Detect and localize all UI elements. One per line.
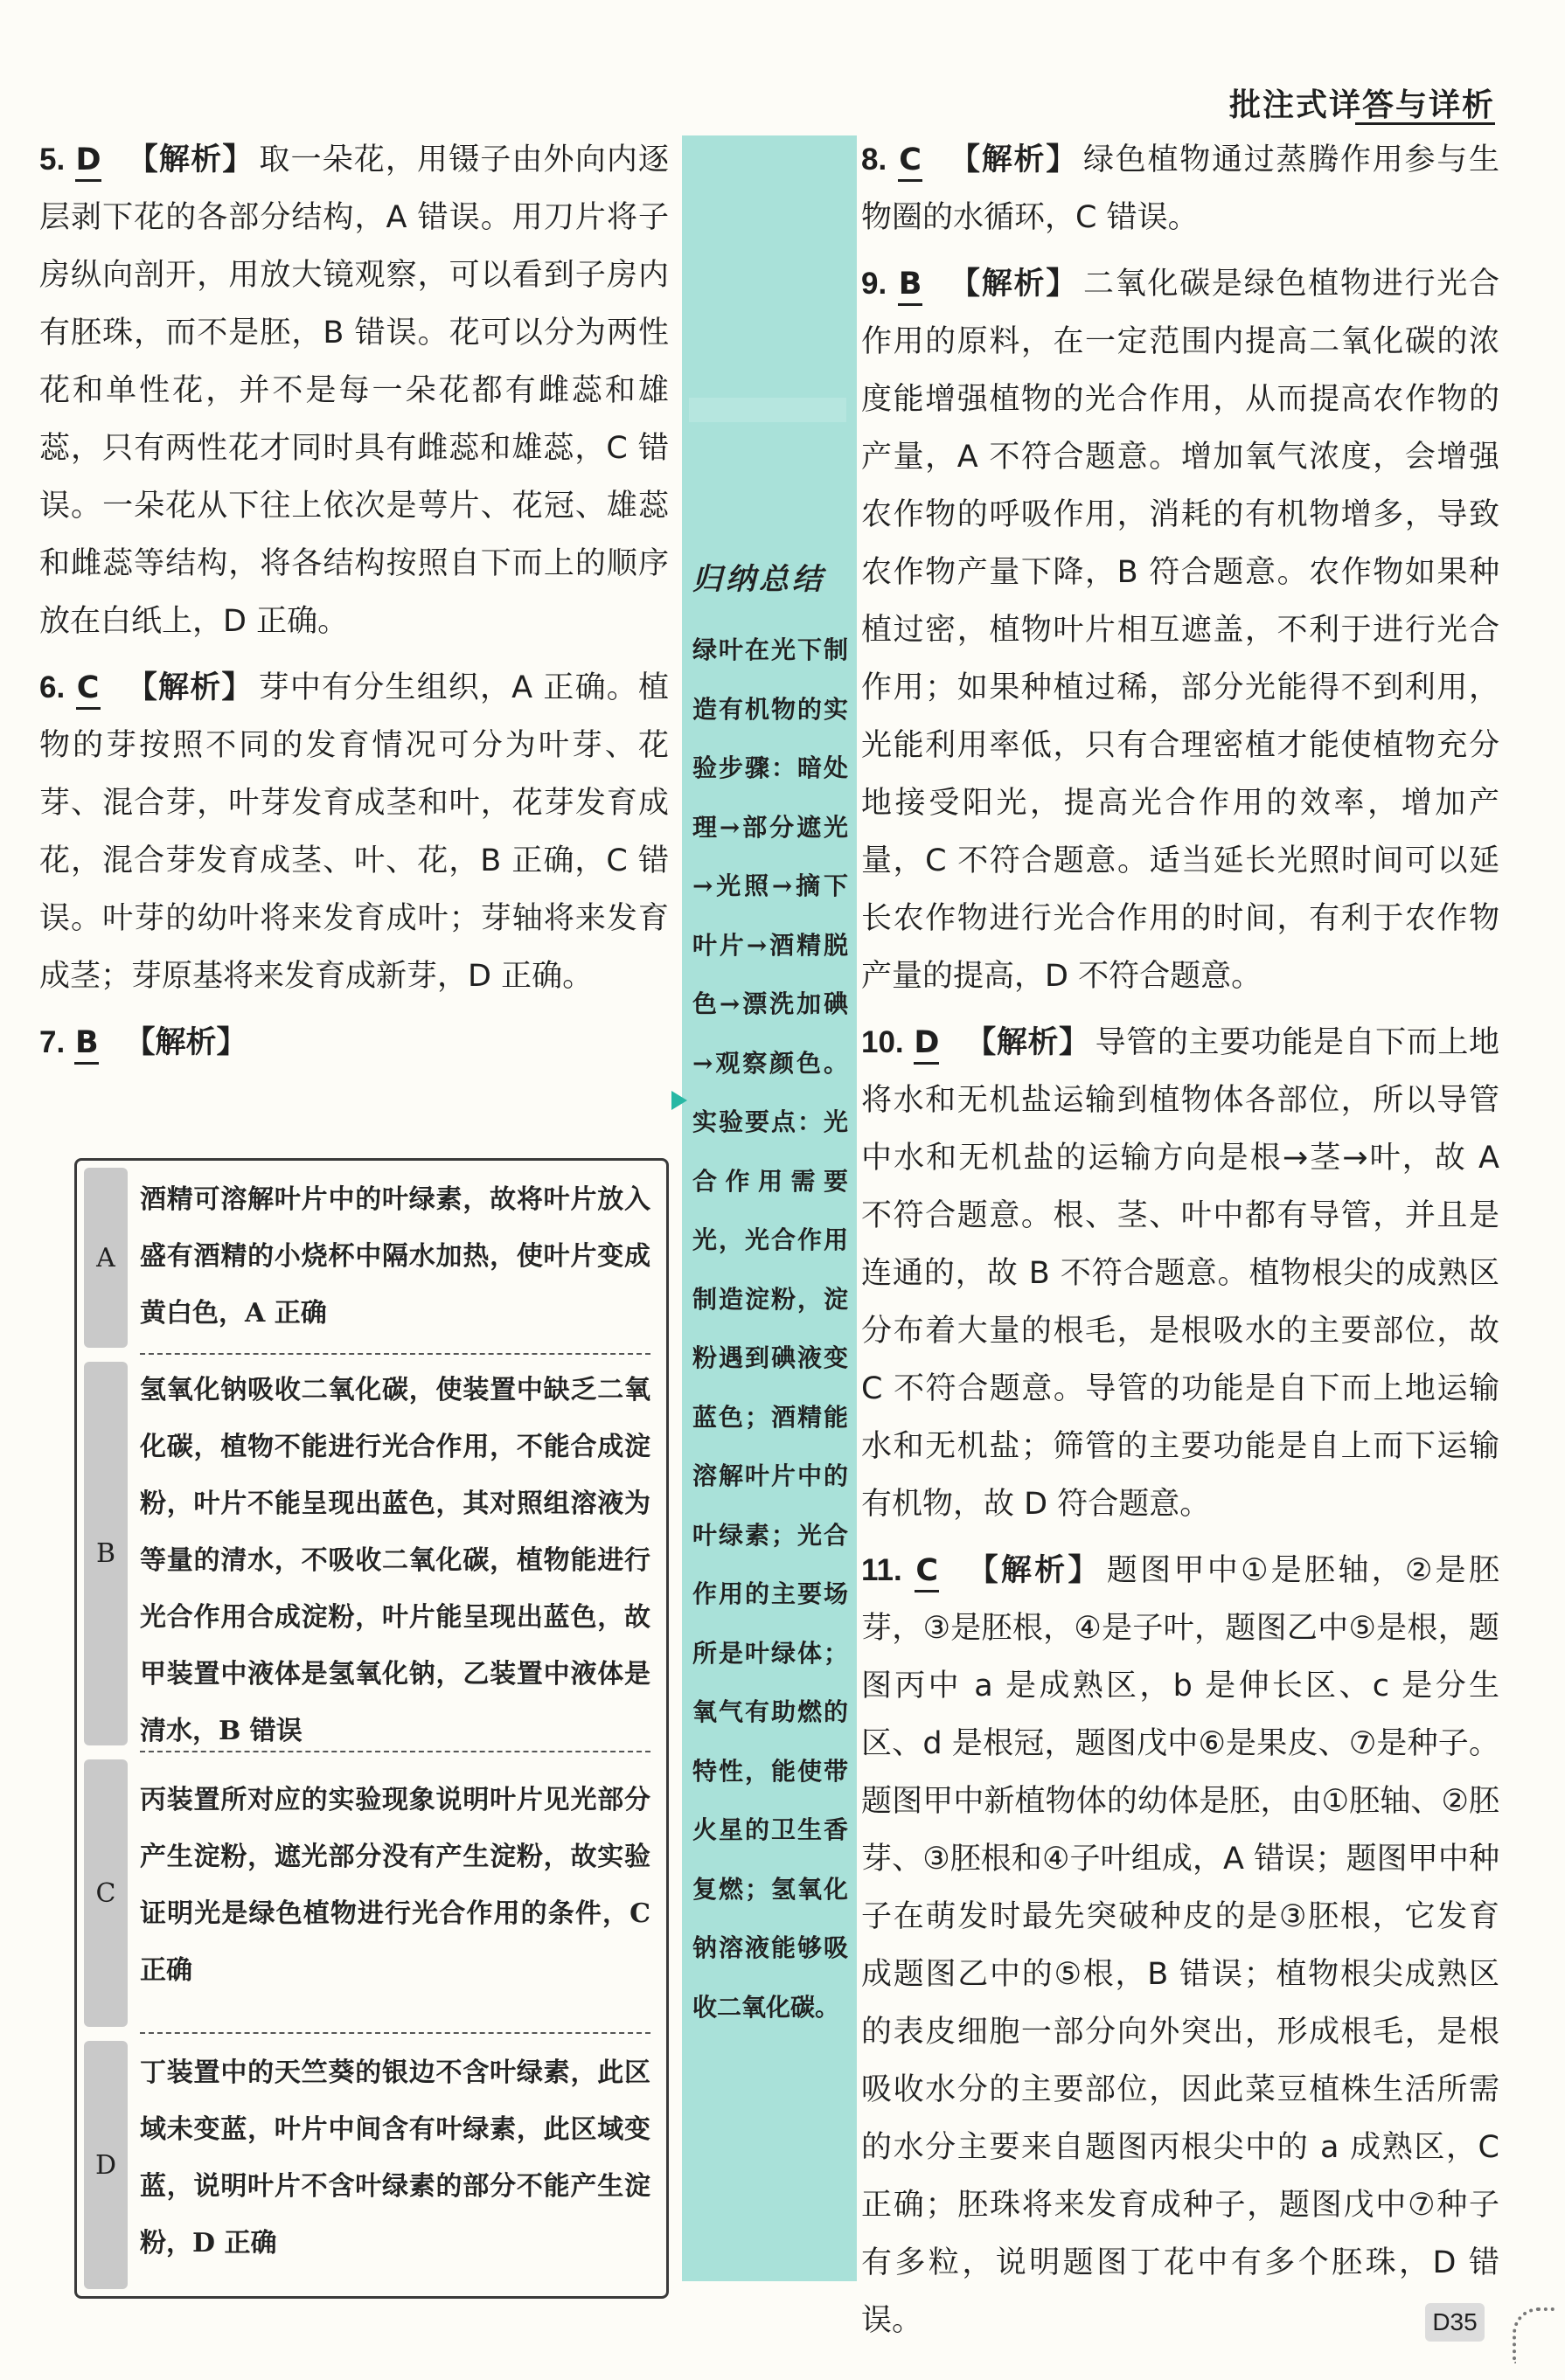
- answer-letter: B: [74, 1023, 99, 1065]
- q7-row-a: [77, 1161, 666, 1355]
- answer-letter: C: [915, 1551, 939, 1592]
- answer-6: [39, 659, 669, 1005]
- answer-8: [861, 131, 1499, 246]
- q7-row-d: [77, 2034, 666, 2296]
- analysis-text: 题图甲中①是胚轴，②是胚芽，③是胚根，④是子叶，题图乙中⑤是根，题图丙中 a 是成熟区，b 是伸长区、c 是分生区、d 是根冠，题图戊中⑥是果皮、⑦是种子。题图甲中新植物体的幼体是胚，由①胚轴、②胚芽、③胚根和④子叶组成，A 错误；题图甲中种子在萌发时最先突破种皮的是③胚根，它发育成题图乙中的⑤根，B 错误；植物根尖成熟区的表皮细胞一部分向外突出，形成根毛，是根吸收水分的主要部位，因此菜豆植株生活所需的水分主要来自题图丙根尖中的 a 成熟区，C 正确；胚珠将来发育成种子，题图戊中⑦种子有多粒，说明题图丁花中有多个胚珠，D 错误。: [861, 1553, 1499, 2338]
- page-header-title: 批注式详答与详析: [1228, 87, 1495, 123]
- option-text: 氢氧化钠吸收二氧化碳，使装置中缺乏二氧化碳，植物不能进行光合作用，不能合成淀粉，叶片不能呈现出蓝色，其对照组溶液为等量的清水，不吸收二氧化碳，植物能进行光合作用合成淀粉，叶片能呈现出蓝色，故甲装置中液体是氢氧化钠，乙装置中液体是清水，B 错误: [140, 1375, 650, 1746]
- option-label: C: [84, 1759, 128, 2027]
- answer-7: [39, 1014, 669, 1072]
- page-corner-decoration: [1513, 2307, 1555, 2363]
- faint-band: [689, 398, 846, 422]
- answer-number: 11.: [861, 1553, 902, 1587]
- analysis-text: 导管的主要功能是自下而上地将水和无机盐运输到植物体各部位，所以导管中水和无机盐的运输方向是根→茎→叶，故 A 不符合题意。根、茎、叶中都有导管，并且是连通的，故 B 不符合题意。植物根尖的成熟区分布着大量的根毛，是根吸水的主要部位，故 C 不符合题意。导管的功能是自下而上地运输水和无机盐；筛管的主要功能是自上而下运输有机物，故 D 符合题意。: [861, 1025, 1499, 1522]
- option-text: 酒精可溶解叶片中的叶绿素，故将叶片放入盛有酒精的小烧杯中隔水加热，使叶片变成黄白色，A 正确: [140, 1184, 650, 1329]
- analysis-tag: 【解析】: [949, 267, 1078, 302]
- answer-number: 6.: [39, 670, 66, 704]
- analysis-tag: 【解析】: [127, 142, 254, 177]
- q7-option-table: [74, 1158, 669, 2299]
- answer-letter: B: [898, 265, 922, 306]
- analysis-text: 取一朵花，用镊子由外向内逐层剥下花的各部分结构，A 错误。用刀片将子房纵向剖开，用放大镜观察，可以看到子房内有胚珠，而不是胚，B 错误。花可以分为两性花和单性花，并不是每一朵花都有雌蕊和雄蕊，只有两性花才同时具有雌蕊和雄蕊，C 错误。一朵花从下往上依次是萼片、花冠、雄蕊和雌蕊等结构，将各结构按照自下而上的顺序放在白纸上，D 正确。: [39, 142, 669, 639]
- answer-letter: D: [75, 141, 101, 182]
- answer-9: [861, 255, 1499, 1005]
- option-label: B: [84, 1362, 128, 1745]
- summary-title: 归纳总结: [692, 562, 825, 597]
- answer-number: 9.: [861, 267, 887, 301]
- header-rule: [1355, 122, 1495, 125]
- summary-sidebar: [682, 135, 857, 2281]
- answer-number: 5.: [39, 142, 66, 177]
- option-text: 丁装置中的天竺葵的银边不含叶绿素，此区域未变蓝，叶片中间含有叶绿素，此区域变蓝，说明叶片不含叶绿素的部分不能产生淀粉，D 正确: [140, 2057, 650, 2259]
- analysis-tag: 【解析】: [949, 142, 1078, 177]
- analysis-text: 芽中有分生组织，A 正确。植物的芽按照不同的发育情况可分为叶芽、花芽、混合芽，叶芽发育成茎和叶，花芽发育成花，混合芽发育成茎、叶、花，B 正确，C 错误。叶芽的幼叶将来发育成叶；芽轴将来发育成茎；芽原基将来发育成新芽，D 正确。: [39, 670, 669, 994]
- pointer-arrow-icon: [671, 1091, 687, 1110]
- answer-letter: D: [914, 1023, 939, 1065]
- summary-text: 绿叶在光下制造有机物的实验步骤：暗处理→部分遮光→光照→摘下叶片→酒精脱色→漂洗加碘→观察颜色。实验要点：光合作用需要光，光合作用制造淀粉，淀粉遇到碘液变蓝色；酒精能溶解叶片中的叶绿素；光合作用的主要场所是叶绿体；氧气有助燃的特性，能使带火星的卫生香复燃；氢氧化钠溶液能够吸收二氧化碳。: [692, 635, 848, 2022]
- answer-5: [39, 131, 669, 650]
- right-column: [861, 131, 1499, 2358]
- answer-number: 8.: [861, 142, 887, 177]
- analysis-text: 绿色植物通过蒸腾作用参与生物圈的水循环，C 错误。: [861, 142, 1499, 235]
- q7-row-c: [77, 1752, 666, 2034]
- answer-letter: C: [76, 669, 101, 710]
- q7-row-b: [77, 1355, 666, 1752]
- analysis-tag: 【解析】: [124, 1025, 247, 1060]
- answer-number: 10.: [861, 1025, 904, 1059]
- answer-number: 7.: [39, 1025, 66, 1059]
- page-number: D35: [1425, 2303, 1485, 2342]
- analysis-text: 二氧化碳是绿色植物进行光合作用的原料，在一定范围内提高二氧化碳的浓度能增强植物的光合作用，从而提高农作物的产量，A 不符合题意。增加氧气浓度，会增强农作物的呼吸作用，消耗的有机物增多，导致农作物产量下降，B 符合题意。农作物如果种植过密，植物叶片相互遮盖，不利于进行光合作用；如果种植过稀，部分光能得不到利用，光能利用率低，只有合理密植才能使植物充分地接受阳光，提高光合作用的效率，增加产量，C 不符合题意。适当延长光照时间可以延长农作物进行光合作用的时间，有利于农作物产量的提高，D 不符合题意。: [861, 267, 1499, 994]
- answer-11: [861, 1542, 1499, 2349]
- left-column: [39, 131, 669, 1080]
- option-label: A: [84, 1168, 128, 1348]
- answer-10: [861, 1014, 1499, 1533]
- analysis-tag: 【解析】: [965, 1025, 1090, 1060]
- answer-letter: C: [898, 141, 922, 182]
- analysis-tag: 【解析】: [967, 1553, 1102, 1588]
- option-text: 丙装置所对应的实验现象说明叶片见光部分产生淀粉，遮光部分没有产生淀粉，故实验证明光是绿色植物进行光合作用的条件，C 正确: [140, 1785, 650, 1986]
- analysis-tag: 【解析】: [126, 670, 254, 705]
- option-label: D: [84, 2041, 128, 2289]
